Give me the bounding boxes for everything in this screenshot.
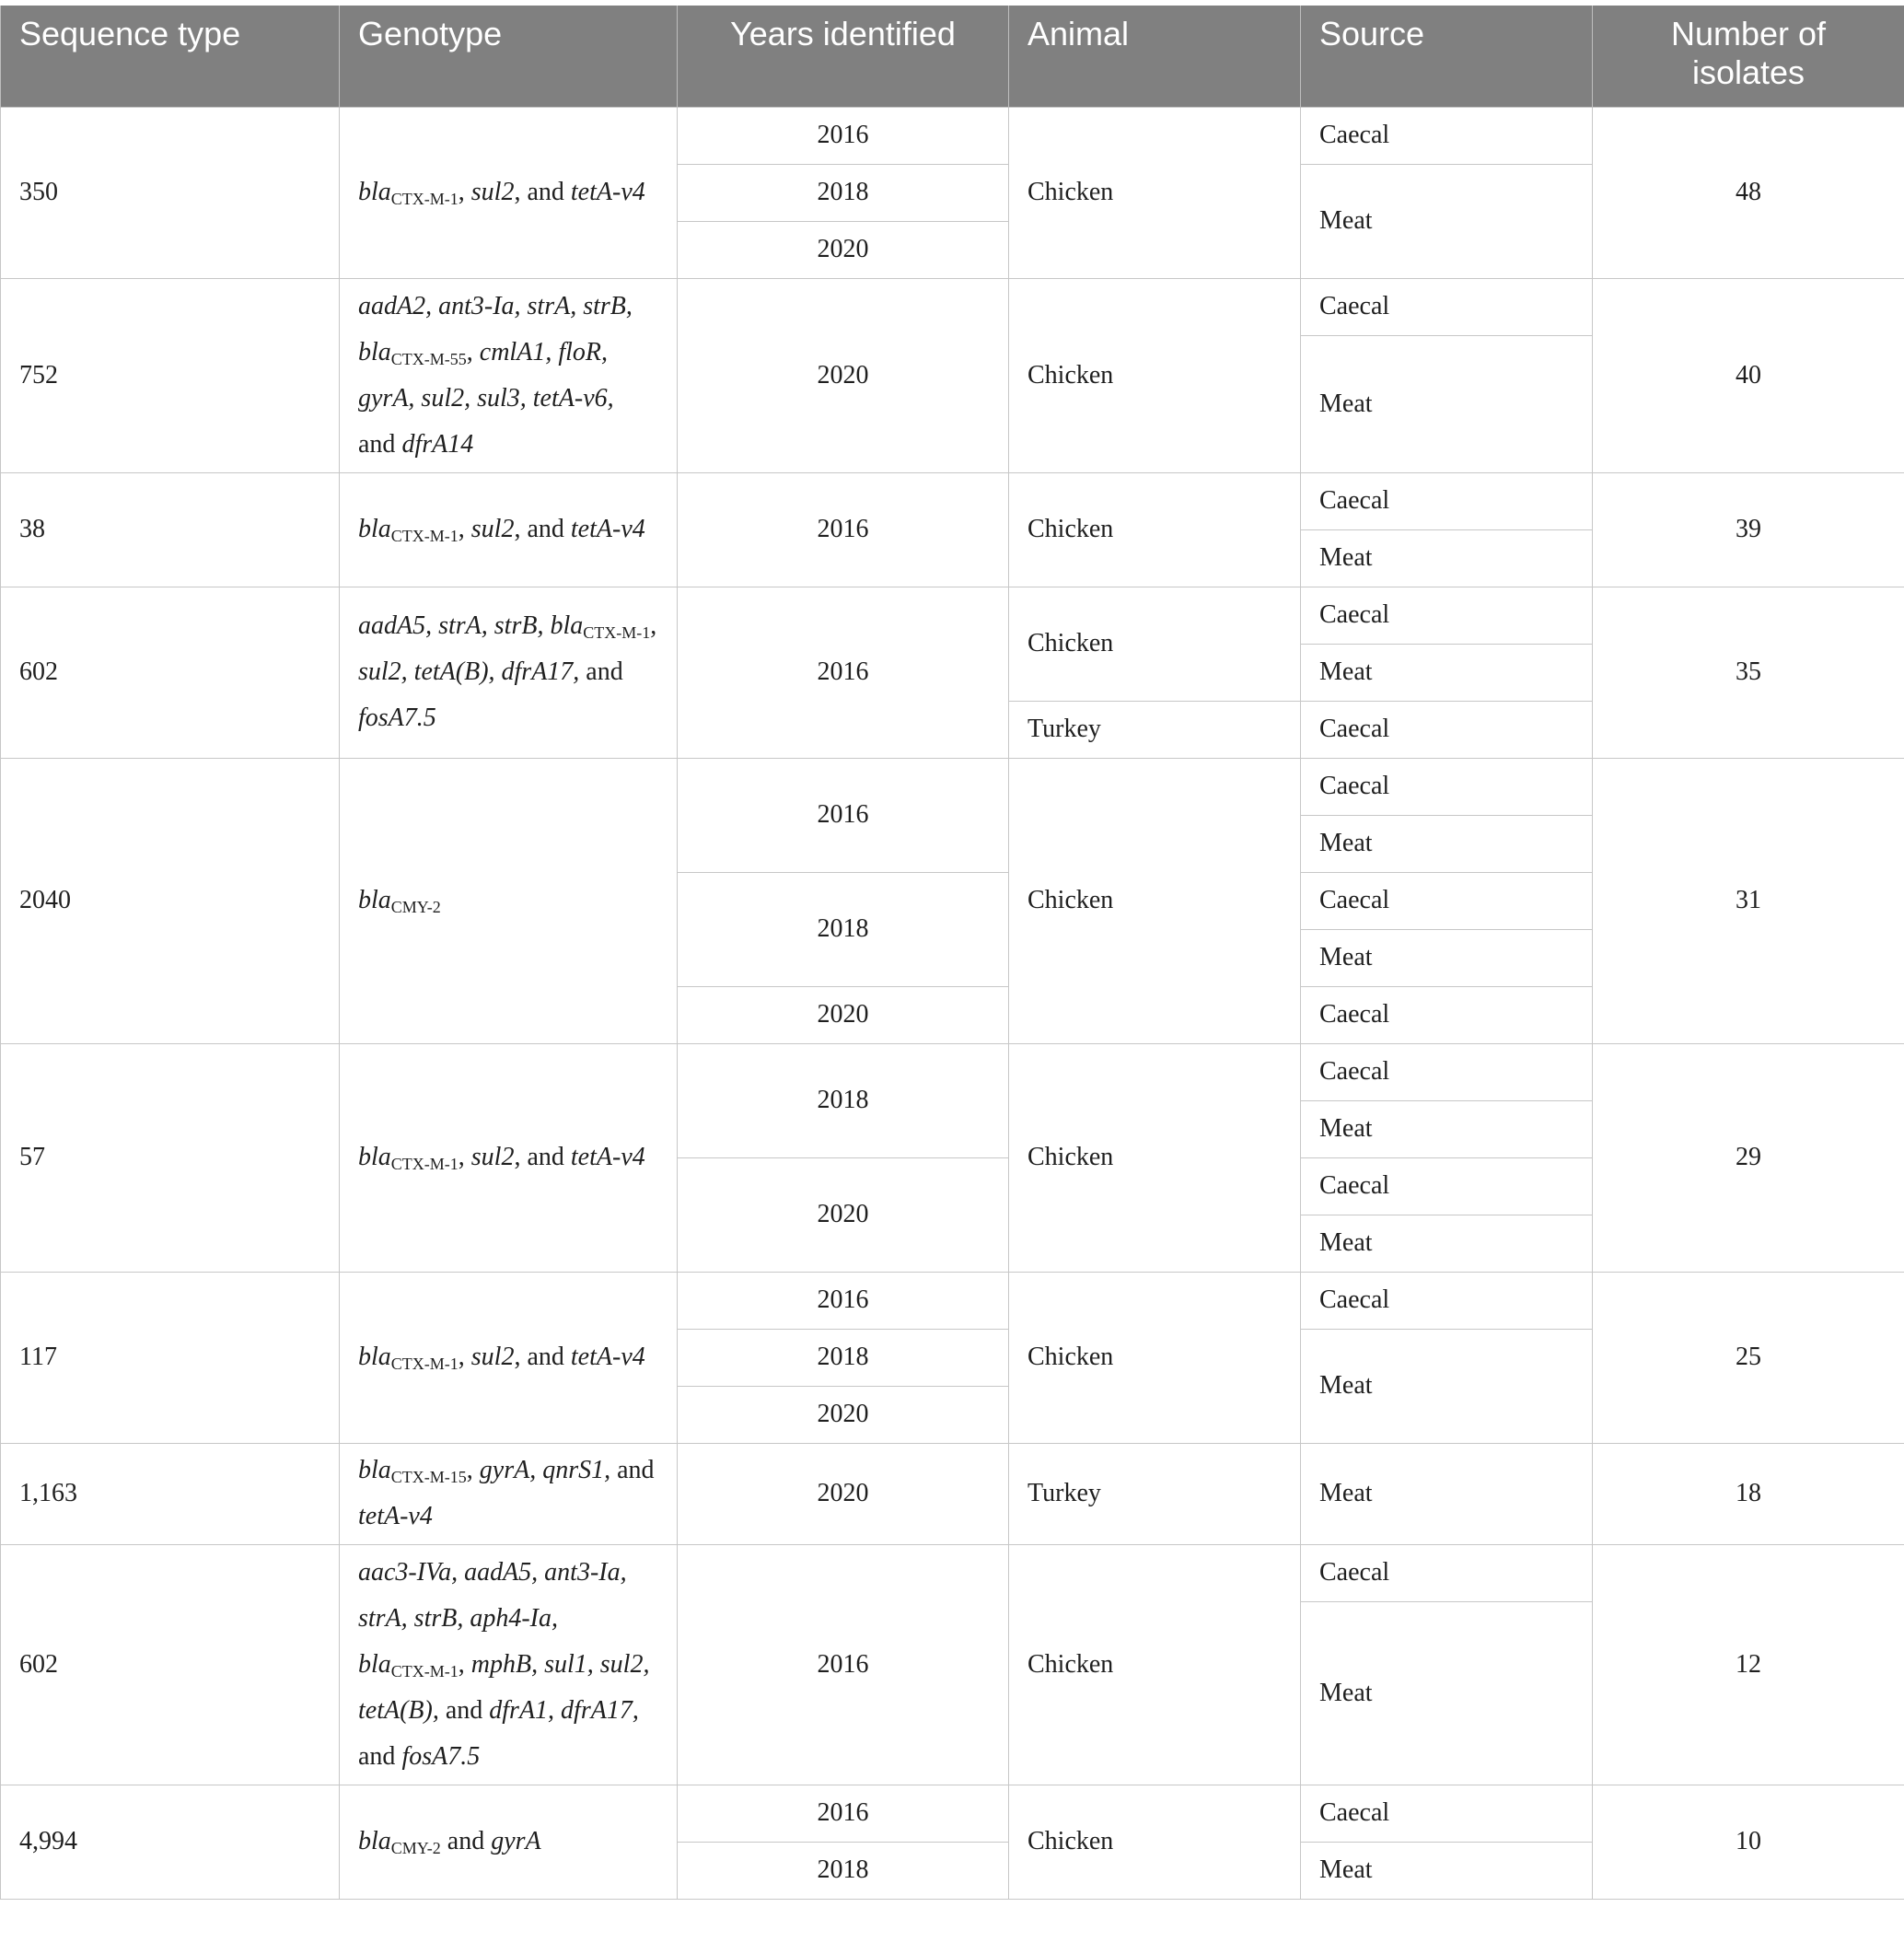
source-cell: Caecal bbox=[1301, 472, 1593, 529]
year-cell: 2016 bbox=[678, 107, 1009, 164]
source-cell: Caecal bbox=[1301, 872, 1593, 929]
genotype-cell bbox=[340, 107, 678, 278]
source-cell: Meat bbox=[1301, 164, 1593, 278]
source-cell: Meat bbox=[1301, 1100, 1593, 1157]
genotype-subscript: CTX-M-1 bbox=[390, 1155, 459, 1173]
genotype-subscript: CTX-M-1 bbox=[390, 190, 459, 208]
year-cell: 2016 bbox=[678, 1544, 1009, 1785]
sequence-type-cell: 2040 bbox=[1, 758, 340, 1043]
genotype-cell bbox=[340, 1272, 678, 1443]
animal-cell: Chicken bbox=[1009, 107, 1301, 278]
source-cell: Meat bbox=[1301, 644, 1593, 701]
source-cell: Meat bbox=[1301, 335, 1593, 472]
source-cell: Caecal bbox=[1301, 1785, 1593, 1842]
genotype-subscript: CTX-M-1 bbox=[583, 623, 651, 642]
genotype-cell bbox=[340, 472, 678, 587]
genotype-text: and bbox=[610, 1456, 655, 1484]
genotype-text: tetA-v4 bbox=[358, 1502, 433, 1530]
genotype-cell bbox=[340, 1785, 678, 1899]
year-cell: 2020 bbox=[678, 278, 1009, 472]
isolates-count-cell: 12 bbox=[1593, 1544, 1904, 1785]
genotype-subscript: CTX-M-1 bbox=[390, 1355, 459, 1373]
genotype-text: bla bbox=[358, 337, 391, 366]
genotype-cell bbox=[340, 278, 678, 472]
source-cell: Meat bbox=[1301, 529, 1593, 587]
genotype-cell bbox=[340, 1043, 678, 1272]
table-row bbox=[1, 1443, 1904, 1544]
genotype-text: tetA-v4 bbox=[570, 1143, 645, 1171]
sequence-type-cell: 602 bbox=[1, 1544, 340, 1785]
genotype-text: , bbox=[458, 1143, 471, 1171]
isolates-count-cell: 40 bbox=[1593, 278, 1904, 472]
genotype-text: aadA5, strA, strB, bla bbox=[358, 611, 584, 640]
sequence-type-cell: 57 bbox=[1, 1043, 340, 1272]
header-source: Source bbox=[1301, 6, 1593, 107]
animal-cell: Chicken bbox=[1009, 1043, 1301, 1272]
header-number-of-isolates: Number of isolates bbox=[1593, 6, 1904, 107]
genotype-text: tetA(B), bbox=[358, 1695, 439, 1725]
header-genotype: Genotype bbox=[340, 6, 678, 107]
source-cell: Meat bbox=[1301, 1329, 1593, 1443]
genotype-text: , bbox=[458, 1343, 471, 1371]
genotype-text: , and bbox=[514, 1143, 571, 1171]
genotype-text: sul2 bbox=[470, 515, 515, 543]
genotype-text: mphB, sul1, sul2, bbox=[470, 1649, 650, 1679]
source-cell: Caecal bbox=[1301, 758, 1593, 815]
genotype-text: sul2, tetA(B), dfrA17, bbox=[358, 657, 580, 686]
genotype-text: , bbox=[458, 1649, 471, 1679]
animal-cell: Chicken bbox=[1009, 1272, 1301, 1443]
year-cell: 2016 bbox=[678, 587, 1009, 758]
genotype-text: , and bbox=[514, 178, 571, 206]
sequence-type-table bbox=[0, 6, 1904, 1900]
table-row bbox=[1, 472, 1904, 529]
genotype-text: , bbox=[466, 1456, 480, 1484]
isolates-count-cell: 18 bbox=[1593, 1443, 1904, 1544]
genotype-text: gyrA, sul2, sul3, tetA-v6, bbox=[358, 383, 614, 413]
isolates-count-cell: 31 bbox=[1593, 758, 1904, 1043]
table-row bbox=[1, 587, 1904, 644]
genotype-text: bla bbox=[358, 178, 391, 206]
genotype-subscript: CMY-2 bbox=[390, 1839, 441, 1857]
genotype-text: aadA2, ant3-Ia, strA, strB, bbox=[358, 291, 633, 320]
year-cell: 2018 bbox=[678, 164, 1009, 221]
genotype-subscript: CTX-M-55 bbox=[390, 349, 467, 368]
genotype-text: bla bbox=[358, 1649, 391, 1679]
genotype-text: fosA7.5 bbox=[401, 1741, 481, 1771]
genotype-text: and bbox=[440, 1827, 492, 1855]
genotype-text: bla bbox=[358, 1343, 391, 1371]
source-cell: Caecal bbox=[1301, 107, 1593, 164]
genotype-text: sul2 bbox=[470, 178, 515, 206]
table-row bbox=[1, 1544, 1904, 1601]
table-row bbox=[1, 1272, 1904, 1329]
table-row bbox=[1, 278, 1904, 335]
year-cell: 2016 bbox=[678, 472, 1009, 587]
year-cell: 2018 bbox=[678, 1842, 1009, 1899]
genotype-text: dfrA14 bbox=[401, 429, 474, 459]
sequence-type-cell: 117 bbox=[1, 1272, 340, 1443]
year-cell: 2020 bbox=[678, 221, 1009, 278]
source-cell: Caecal bbox=[1301, 278, 1593, 335]
genotype-text: bla bbox=[358, 1143, 391, 1171]
genotype-cell bbox=[340, 758, 678, 1043]
year-cell: 2020 bbox=[678, 986, 1009, 1043]
animal-cell: Turkey bbox=[1009, 701, 1301, 758]
genotype-subscript: CTX-M-1 bbox=[390, 1661, 459, 1680]
year-cell: 2016 bbox=[678, 758, 1009, 872]
isolates-count-cell: 35 bbox=[1593, 587, 1904, 758]
genotype-text: , bbox=[466, 337, 480, 366]
year-cell: 2018 bbox=[678, 1329, 1009, 1386]
header-animal: Animal bbox=[1009, 6, 1301, 107]
genotype-text: , bbox=[650, 611, 657, 640]
genotype-text: sul2 bbox=[470, 1143, 515, 1171]
animal-cell: Chicken bbox=[1009, 472, 1301, 587]
genotype-cell bbox=[340, 1544, 678, 1785]
header-sequence-type: Sequence type bbox=[1, 6, 340, 107]
genotype-text: cmlA1, floR, bbox=[479, 337, 608, 366]
source-cell: Meat bbox=[1301, 929, 1593, 986]
source-cell: Meat bbox=[1301, 1601, 1593, 1785]
genotype-text: sul2 bbox=[470, 1343, 515, 1371]
genotype-text: bla bbox=[358, 1827, 391, 1855]
table-row bbox=[1, 758, 1904, 815]
header-row bbox=[1, 6, 1904, 107]
genotype-text: aac3-IVa, aadA5, ant3-Ia, bbox=[358, 1557, 627, 1587]
sequence-type-cell: 602 bbox=[1, 587, 340, 758]
genotype-text: bla bbox=[358, 1456, 391, 1484]
genotype-text: , bbox=[458, 178, 471, 206]
source-cell: Meat bbox=[1301, 1443, 1593, 1544]
source-cell: Caecal bbox=[1301, 1544, 1593, 1601]
genotype-text: fosA7.5 bbox=[358, 704, 436, 732]
genotype-cell bbox=[340, 587, 678, 758]
source-cell: Meat bbox=[1301, 815, 1593, 872]
genotype-text: and bbox=[358, 1741, 402, 1771]
genotype-subscript: CTX-M-15 bbox=[390, 1468, 467, 1486]
isolates-count-cell: 10 bbox=[1593, 1785, 1904, 1899]
source-cell: Caecal bbox=[1301, 1272, 1593, 1329]
year-cell: 2020 bbox=[678, 1443, 1009, 1544]
year-cell: 2018 bbox=[678, 872, 1009, 986]
results-table-container bbox=[0, 6, 1904, 1900]
isolates-count-cell: 29 bbox=[1593, 1043, 1904, 1272]
genotype-text: bla bbox=[358, 515, 391, 543]
genotype-text: , bbox=[458, 515, 471, 543]
animal-cell: Turkey bbox=[1009, 1443, 1301, 1544]
genotype-text: tetA-v4 bbox=[570, 178, 645, 206]
genotype-text: and bbox=[438, 1695, 490, 1725]
genotype-text: tetA-v4 bbox=[570, 515, 645, 543]
source-cell: Meat bbox=[1301, 1215, 1593, 1272]
genotype-text: and bbox=[579, 657, 623, 686]
genotype-text: , and bbox=[514, 1343, 571, 1371]
source-cell: Caecal bbox=[1301, 587, 1593, 644]
isolates-count-cell: 48 bbox=[1593, 107, 1904, 278]
isolates-count-cell: 39 bbox=[1593, 472, 1904, 587]
sequence-type-cell: 4,994 bbox=[1, 1785, 340, 1899]
sequence-type-cell: 38 bbox=[1, 472, 340, 587]
source-cell: Caecal bbox=[1301, 1043, 1593, 1100]
genotype-subscript: CTX-M-1 bbox=[390, 527, 459, 545]
year-cell: 2020 bbox=[678, 1386, 1009, 1443]
genotype-text: , and bbox=[514, 515, 571, 543]
sequence-type-cell: 752 bbox=[1, 278, 340, 472]
genotype-text: bla bbox=[358, 886, 391, 914]
genotype-text: strA, strB, aph4-Ia, bbox=[358, 1603, 558, 1633]
source-cell: Caecal bbox=[1301, 1157, 1593, 1215]
genotype-text: dfrA1, dfrA17, bbox=[489, 1695, 639, 1725]
genotype-text: gyrA bbox=[491, 1827, 541, 1855]
animal-cell: Chicken bbox=[1009, 1785, 1301, 1899]
sequence-type-cell: 1,163 bbox=[1, 1443, 340, 1544]
header-years-identified: Years identified bbox=[678, 6, 1009, 107]
animal-cell: Chicken bbox=[1009, 278, 1301, 472]
genotype-text: gyrA, qnrS1, bbox=[479, 1456, 611, 1484]
genotype-text: and bbox=[358, 429, 402, 459]
genotype-text: tetA-v4 bbox=[570, 1343, 645, 1371]
year-cell: 2016 bbox=[678, 1785, 1009, 1842]
source-cell: Meat bbox=[1301, 1842, 1593, 1899]
genotype-subscript: CMY-2 bbox=[390, 898, 441, 916]
table-row bbox=[1, 1785, 1904, 1842]
table-row bbox=[1, 1043, 1904, 1100]
year-cell: 2018 bbox=[678, 1043, 1009, 1157]
source-cell: Caecal bbox=[1301, 986, 1593, 1043]
table-row bbox=[1, 107, 1904, 164]
genotype-cell bbox=[340, 1443, 678, 1544]
sequence-type-cell: 350 bbox=[1, 107, 340, 278]
animal-cell: Chicken bbox=[1009, 758, 1301, 1043]
year-cell: 2016 bbox=[678, 1272, 1009, 1329]
animal-cell: Chicken bbox=[1009, 587, 1301, 701]
year-cell: 2020 bbox=[678, 1157, 1009, 1272]
animal-cell: Chicken bbox=[1009, 1544, 1301, 1785]
source-cell: Caecal bbox=[1301, 701, 1593, 758]
isolates-count-cell: 25 bbox=[1593, 1272, 1904, 1443]
